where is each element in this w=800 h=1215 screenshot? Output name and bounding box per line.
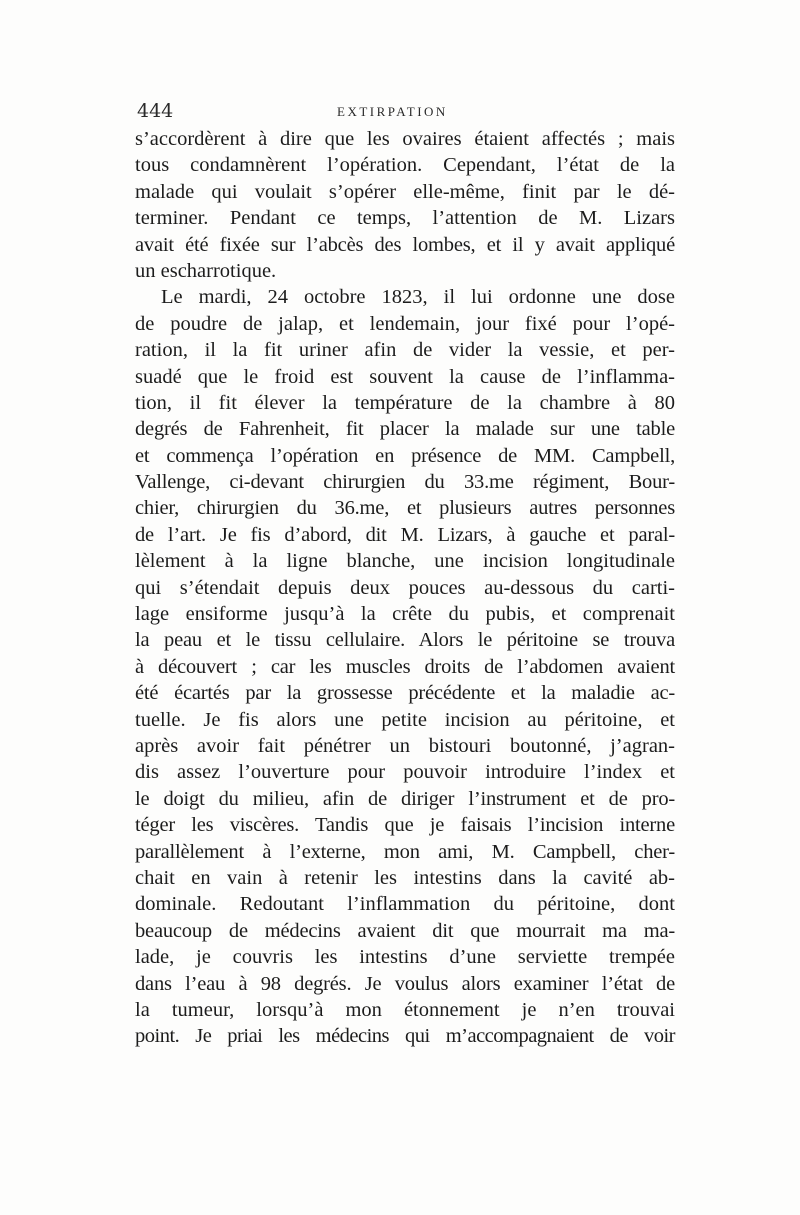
text-line: Le mardi, 24 octobre 1823, il lui ordonne une dose xyxy=(161,286,675,309)
text-line: tuelle. Je fis alors une petite incision au péritoine, et xyxy=(135,708,675,731)
text-line: beaucoup de médecins avaient dit que mourrait ma ma- xyxy=(135,919,675,942)
text-line: tous condamnèrent l’opération. Cependant, l’état de la xyxy=(135,154,675,177)
text-line: un escharrotique. xyxy=(135,259,277,282)
text-line: dis assez l’ouverture pour pouvoir introduire l’index et xyxy=(135,761,675,784)
text-line: après avoir fait pénétrer un bistouri boutonné, j’agran- xyxy=(135,734,675,757)
text-line: la peau et le tissu cellulaire. Alors le péritoine se trouva xyxy=(135,629,675,652)
text-line: et commença l’opération en présence de MM. Campbell, xyxy=(135,444,675,467)
running-head: EXTIRPATION xyxy=(337,104,448,119)
text-line: à découvert ; car les muscles droits de l’abdomen avaient xyxy=(135,655,675,678)
body-text xyxy=(135,126,675,1050)
text-line: lage ensiforme jusqu’à la crête du pubis, et comprenait xyxy=(135,603,675,626)
text-line: terminer. Pendant ce temps, l’attention de M. Lizars xyxy=(135,207,675,230)
text-line: s’accordèrent à dire que les ovaires étaient affectés ; mais xyxy=(135,128,675,150)
page-header xyxy=(137,100,672,124)
text-line: avait été fixée sur l’abcès des lombes, et il y avait appliqué xyxy=(135,233,675,256)
text-line: malade qui voulait s’opérer elle-même, finit par le dé- xyxy=(135,180,675,203)
text-line: chier, chirurgien du 36.me, et plusieurs autres personnes xyxy=(135,497,675,520)
text-line: point. Je priai les médecins qui m’accompagnaient de voir xyxy=(135,1025,675,1048)
text-line: dans l’eau à 98 degrés. Je voulus alors examiner l’état de xyxy=(135,972,675,995)
text-line: lade, je couvris les intestins d’une serviette trempée xyxy=(135,946,675,969)
text-line: parallèlement à l’externe, mon ami, M. Campbell, cher- xyxy=(135,840,675,863)
text-line: Vallenge, ci-devant chirurgien du 33.me régiment, Bour- xyxy=(135,471,675,494)
text-line: chait en vain à retenir les intestins dans la cavité ab- xyxy=(135,866,675,889)
text-line: de l’art. Je fis d’abord, dit M. Lizars, à gauche et paral- xyxy=(135,523,675,546)
page-number: 444 xyxy=(137,100,174,122)
text-line: tion, il fit élever la température de la chambre à 80 xyxy=(135,391,675,414)
text-line: le doigt du milieu, afin de diriger l’instrument et de pro- xyxy=(135,787,675,810)
text-line: ration, il la fit uriner afin de vider la vessie, et per- xyxy=(135,339,675,362)
text-line: qui s’étendait depuis deux pouces au-dessous du carti- xyxy=(135,576,675,599)
text-line: dominale. Redoutant l’inflammation du péritoine, dont xyxy=(135,893,675,916)
text-line: suadé que le froid est souvent la cause de l’inflamma- xyxy=(135,365,675,388)
text-line: de poudre de jalap, et lendemain, jour fixé pour l’opé- xyxy=(135,312,675,335)
text-line: degrés de Fahrenheit, fit placer la malade sur une table xyxy=(135,418,675,441)
text-line: été écartés par la grossesse précédente et la maladie ac- xyxy=(135,682,675,705)
text-line: la tumeur, lorsqu’à mon étonnement je n’en trouvai xyxy=(135,998,675,1021)
text-line: lèlement à la ligne blanche, une incision longitudinale xyxy=(135,550,675,573)
text-line: téger les viscères. Tandis que je faisais l’incision interne xyxy=(135,814,675,837)
